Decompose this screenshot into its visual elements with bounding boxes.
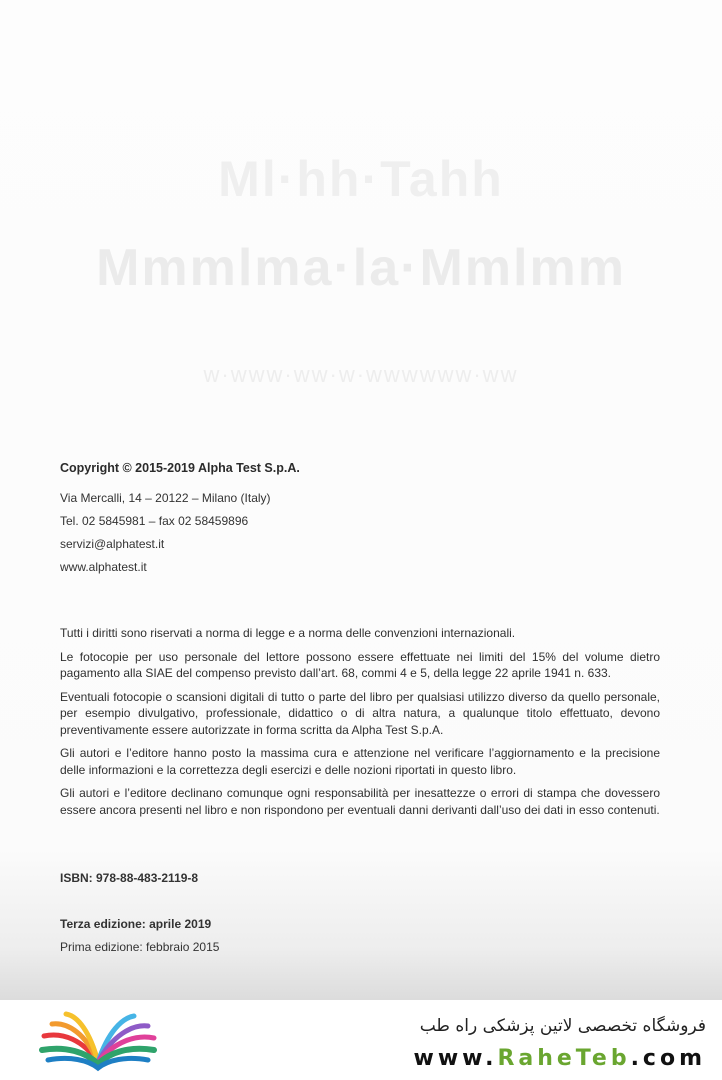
current-edition: Terza edizione: aprile 2019: [60, 917, 212, 931]
url-prefix: www.: [413, 1046, 498, 1071]
open-book-logo-icon: [38, 1010, 158, 1072]
legal-paragraph: Le fotocopie per uso personale del lettore possono essere effettuate nei limiti del 15% del volume dietro pagamento alla SIAE del compenso previsto dall’art. 68, commi 4 e 5, della legge 22 aprile 1941 n. 633.: [60, 649, 660, 680]
url-accent: RaheTeb: [497, 1046, 631, 1071]
watermark-banner: [0, 1000, 722, 1080]
show-through-title-line-2: Mmmlma·la·Mmlmm: [96, 239, 626, 297]
first-edition: Prima edizione: febbraio 2015: [60, 940, 220, 954]
legal-paragraph: Eventuali fotocopie o scansioni digitali di tutto o parte del libro per qualsiasi utilizzo diverso da quello personale, per esempio divulgativo, professionale, didattico o di altra natura, a qualunque titolo effettuato, devono preventivamente essere autorizzate in forma scritta da Alpha Test S.p.A.: [60, 689, 660, 737]
show-through-subtitle: w·www·ww·w·wwwwww·ww: [203, 362, 519, 387]
legal-notice: [60, 625, 660, 825]
shop-url: [414, 1046, 707, 1071]
isbn: ISBN: 978-88-483-2119-8: [60, 871, 199, 885]
publisher-address: Via Mercalli, 14 – 20122 – Milano (Italy): [60, 491, 271, 505]
legal-paragraph: Gli autori e l’editore hanno posto la massima cura e attenzione nel verificare l’aggiornamento e la precisione delle informazioni e la correttezza degli esercizi e delle nozioni riportati in questo libro.: [60, 746, 660, 777]
legal-paragraph: Tutti i diritti sono riservati a norma di legge e a norma delle convenzioni internazionali.: [60, 626, 516, 640]
publisher-phone: Tel. 02 5845981 – fax 02 58459896: [60, 514, 249, 528]
shop-name: فروشگاه تخصصی لاتین پزشکی راه طب: [419, 1016, 706, 1036]
publisher-contact: [60, 487, 660, 579]
publisher-email: servizi@alphatest.it: [60, 537, 165, 551]
legal-paragraph: Gli autori e l’editore declinano comunque ogni responsabilità per inesattezze o errori di stampa che dovessero essere ancora presenti nel libro e non rispondono per eventuali danni derivanti dall’uso dei dati in esso contenuti.: [60, 786, 660, 817]
copyright-line: Copyright © 2015-2019 Alpha Test S.p.A.: [60, 461, 300, 475]
url-suffix: .com: [630, 1046, 706, 1071]
show-through-title-line-1: Ml·hh·Tahh: [218, 151, 504, 207]
publisher-website: www.alphatest.it: [60, 560, 147, 574]
